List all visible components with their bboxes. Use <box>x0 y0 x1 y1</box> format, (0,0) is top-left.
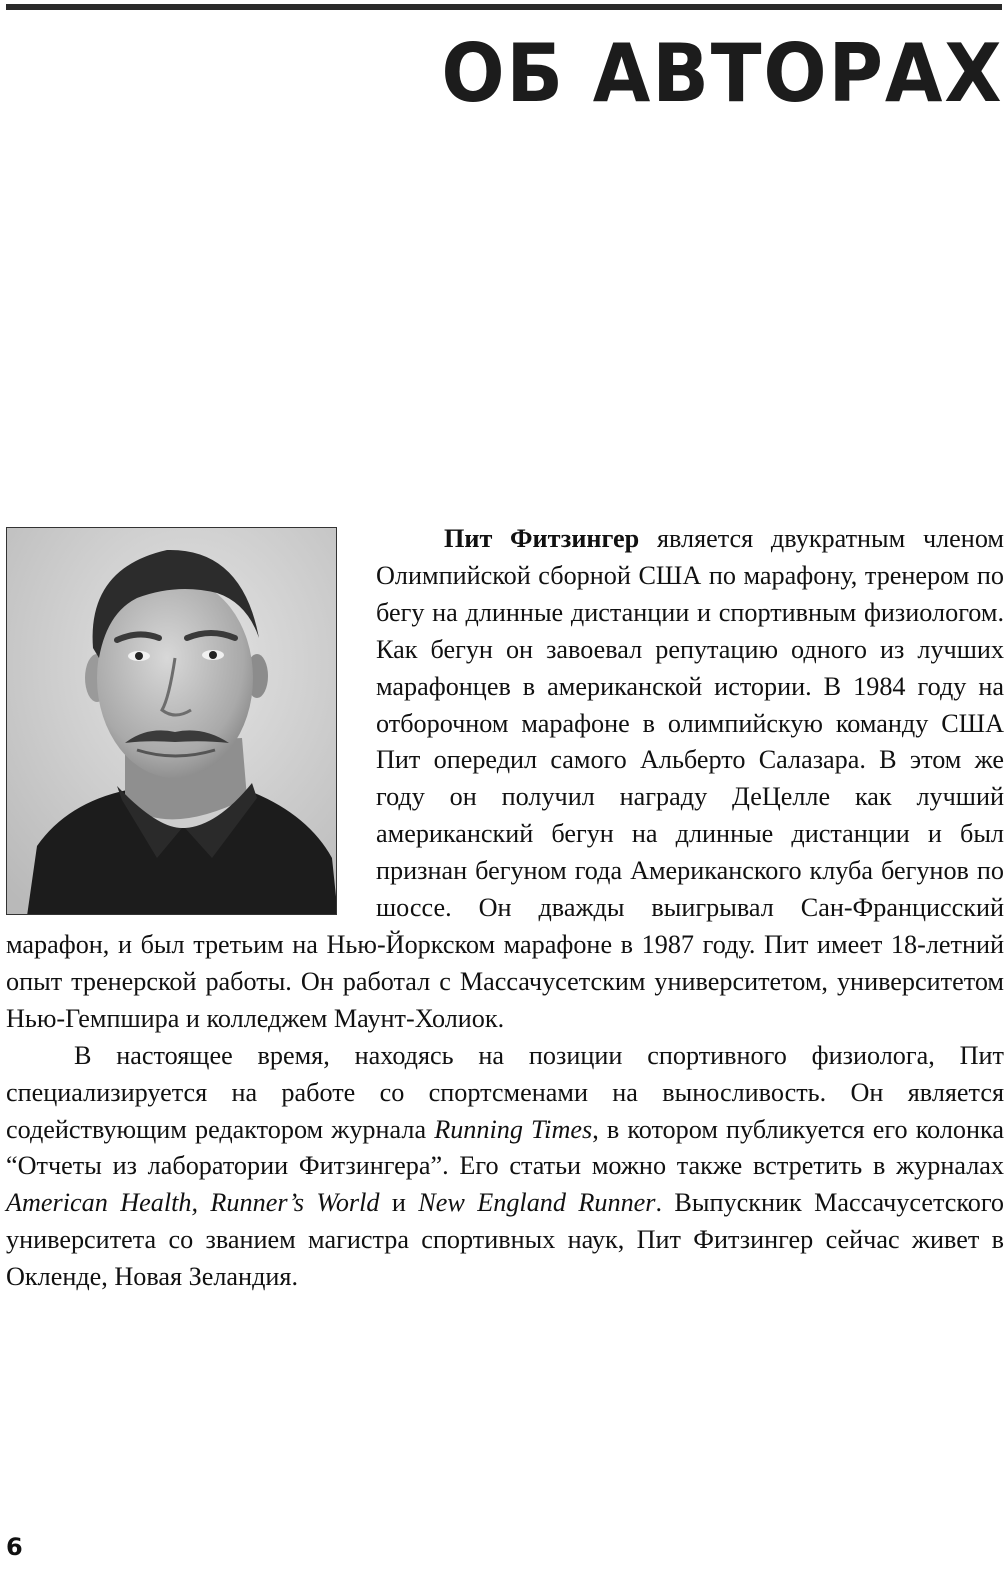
bio-paragraph-2-text-c: и <box>379 1188 419 1218</box>
page-number: 6 <box>6 1533 23 1561</box>
magazine-new-england-runner: New England Runner <box>418 1188 656 1218</box>
magazine-american-health-runners-world: American Health, Runner’s World <box>6 1188 380 1218</box>
bio-paragraph-2 <box>6 1038 1004 1296</box>
top-rule <box>6 4 1002 10</box>
magazine-running-times: Running Times <box>434 1114 593 1144</box>
bio-paragraph-2-text-b: , в котором публикуется его колонка “Отчеты из лаборатории Фитзингера”. Его статьи можно также встретить в журналах <box>6 1114 1004 1181</box>
photo-float-spacer <box>6 521 376 921</box>
page-title: ОБ АВТОРАХ <box>441 27 1004 120</box>
author-bio <box>6 521 1004 1296</box>
bio-paragraph-1-text: является двукратным членом Олимпийской сборной США по марафону, тренером по бегу на длинные дистанции и спортивным физиологом. Как бегун он завоевал репутацию одного из лучших марафонцев в американской истории. В 1984 году на отборочном марафоне в олимпийскую команду США Пит опередил самого Альберто Салазара. В этом же году он получил награду ДеЦелле как лучший американский бегун на длинные дистанции и был признан бегуном года Американского клуба бегунов по шоссе. Он дважды выигрывал Сан-Францисский марафон, и был третьим на Нью-Йоркском марафоне в 1987 году. Пит имеет 18-летний опыт тренерской работы. Он работал с Массачусетским университетом, университетом Нью-Гемпшира и колледжем Маунт-Холиок. <box>6 524 1004 1033</box>
author-name: Пит Фитзингер <box>444 524 640 553</box>
bio-paragraph-2-text-a: В настоящее время, находясь на позиции спортивного физиолога, Пит специализируется на работе со спортсменами на выносливость. Он является содействующим редактором журнала <box>6 1040 1004 1144</box>
bio-paragraph-2-text-d: . Выпускник Массачусетского университета со званием магистра спортивных наук, Пит Фитзингер сейчас живет в Окленде, Новая Зеландия. <box>6 1188 1005 1292</box>
